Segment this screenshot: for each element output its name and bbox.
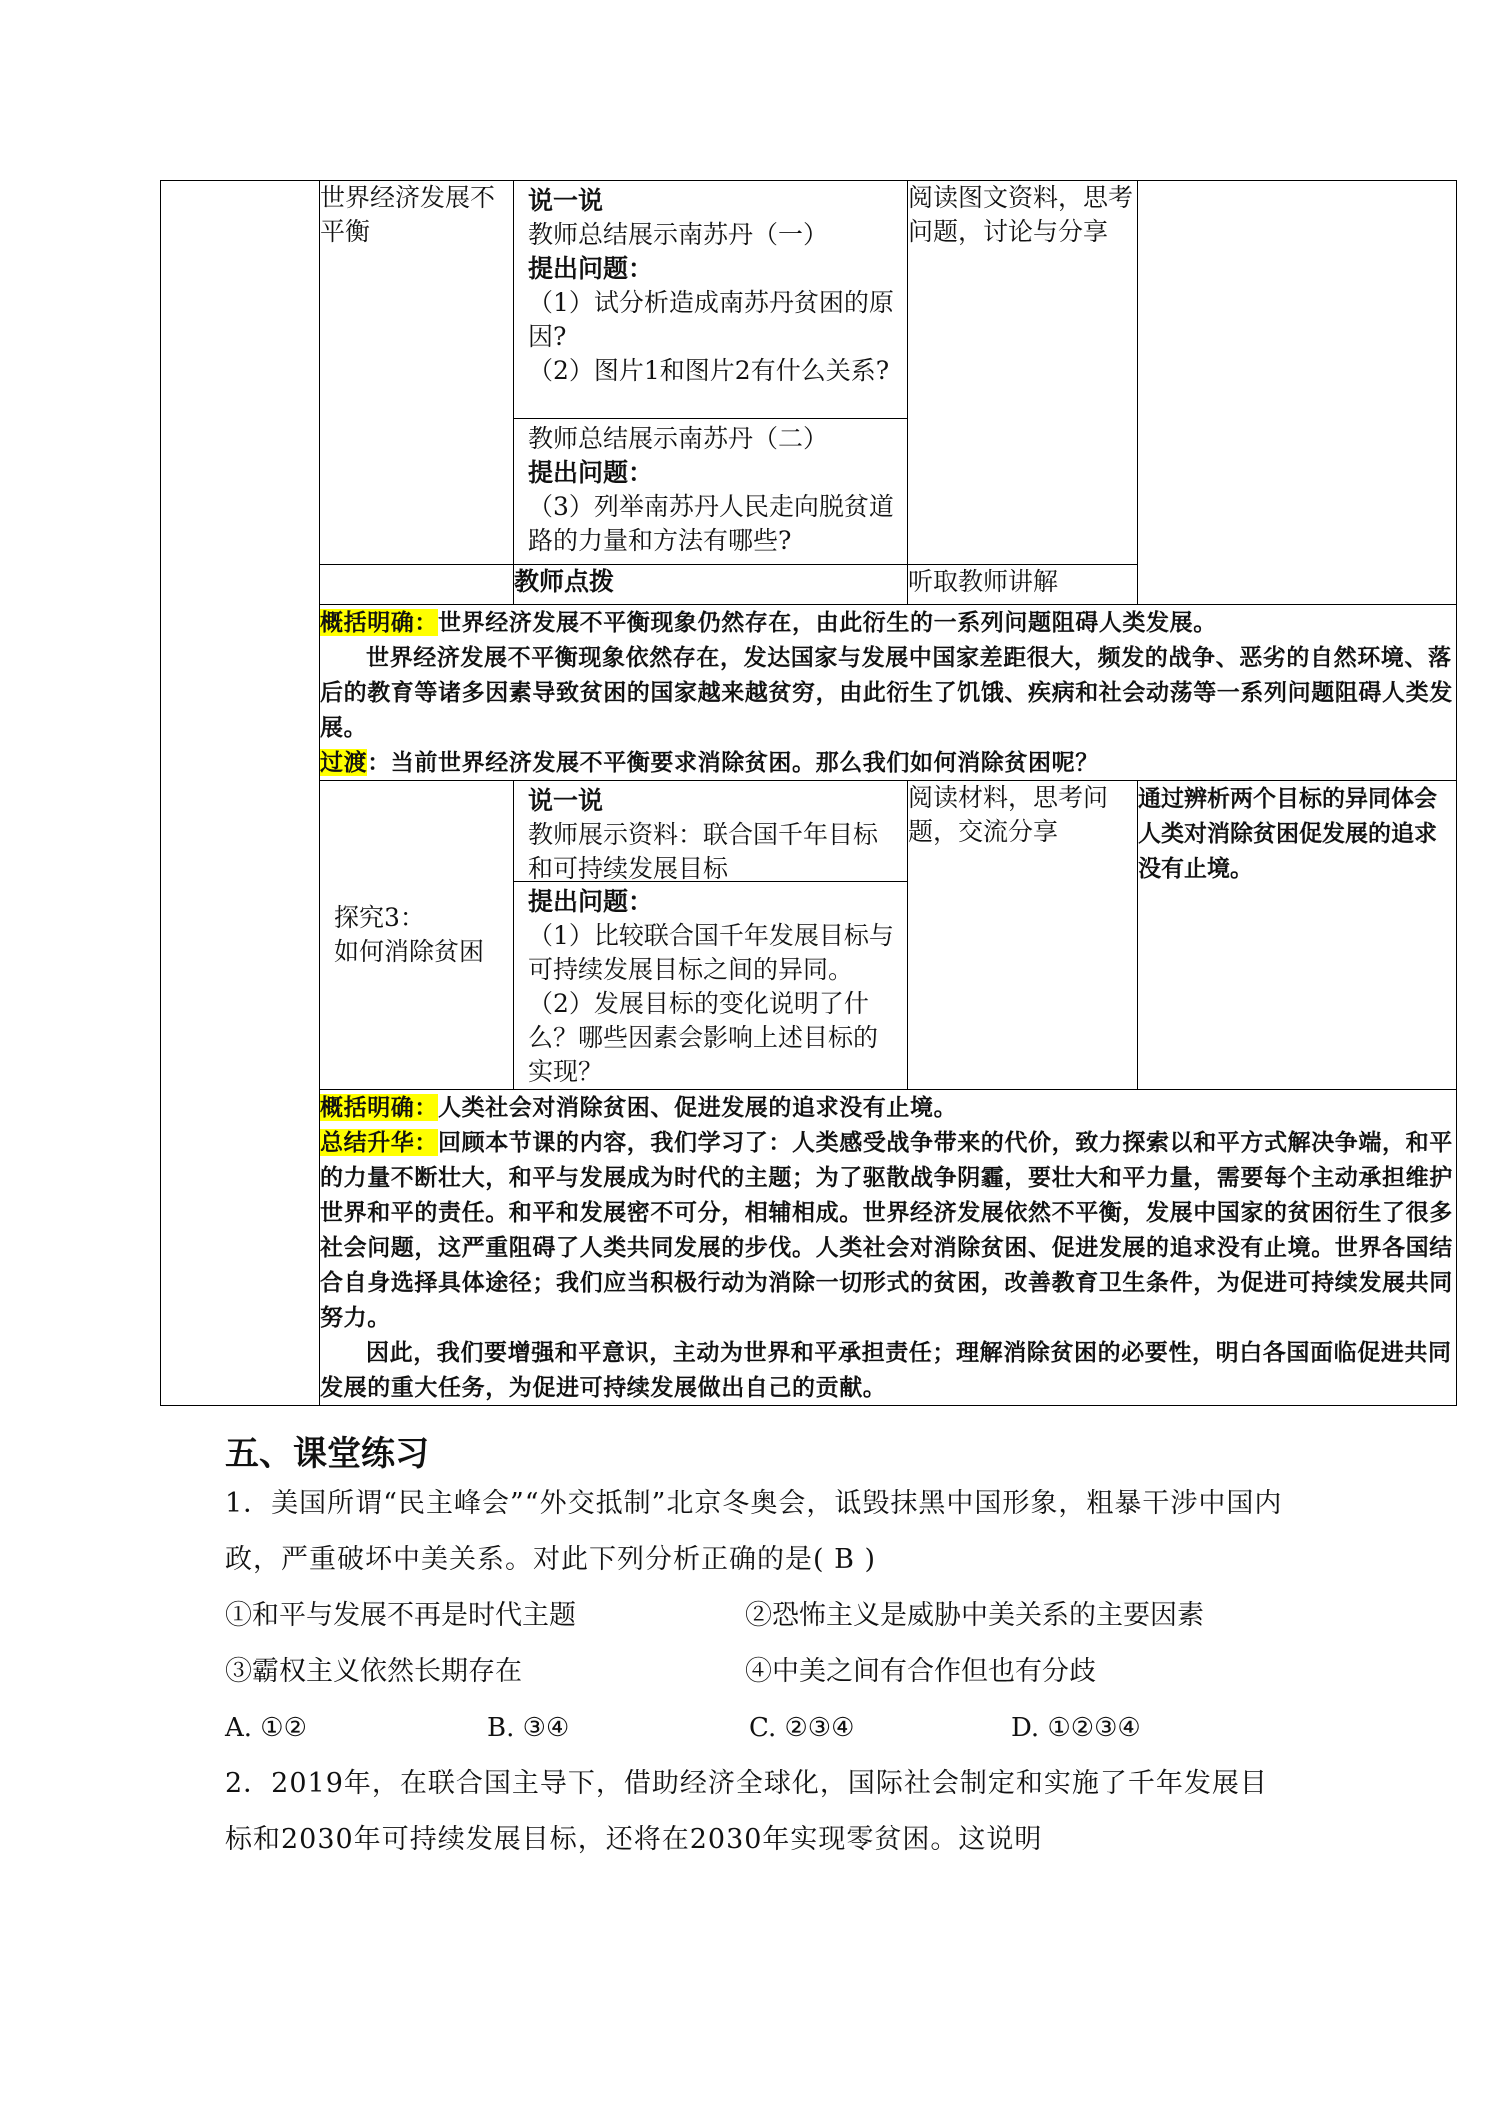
question-2-stem: 2．2019年，在联合国主导下，借助经济全球化，国际社会制定和实施了千年发展目标和2030年可持续发展目标，还将在2030年实现零贫困。这说明: [225, 1768, 1268, 1855]
student-activity-cell: [908, 181, 1138, 565]
summary-cell-1: [320, 605, 1457, 781]
statement-1: ①和平与发展不再是时代主题: [225, 1600, 576, 1631]
teacher-block-3: [514, 781, 907, 881]
student-activity-cell-2: [908, 781, 1138, 1090]
topic-line-1: 探究3：: [334, 903, 425, 932]
conclusion-paragraph: [320, 1125, 1456, 1335]
transition-label: 过渡: [320, 749, 368, 776]
summary-label: 概括明确：: [320, 1094, 438, 1121]
question-label: 提出问题：: [528, 254, 654, 283]
topic-cell-poverty: [320, 781, 514, 1090]
teacher-block-4: [514, 881, 907, 1089]
empty-topic-cell: [320, 565, 514, 605]
topic-line-2: 如何消除贫困: [334, 937, 485, 966]
answer-choices: [225, 1700, 1285, 1756]
question-3: （3）列举南苏丹人民走向脱贫道路的力量和方法有哪些?: [528, 492, 894, 555]
summary-text: 人类社会对消除贫困、促进发展的追求没有止境。: [438, 1094, 958, 1121]
summary-text: 世界经济发展不平衡现象仍然存在，由此衍生的一系列问题阻碍人类发展。: [438, 609, 1217, 636]
teacher-line: 教师总结展示南苏丹（一）: [528, 220, 829, 249]
choice-a: A. ①②: [225, 1713, 307, 1743]
question-2: （2）发展目标的变化说明了什么？哪些因素会影响上述目标的实现？: [528, 989, 879, 1086]
choice-b: B. ③④: [487, 1713, 570, 1743]
question-1: （1）比较联合国千年发展目标与可持续发展目标之间的异同。: [528, 921, 894, 984]
closing-paragraph: 因此，我们要增强和平意识，主动为世界和平承担责任；理解消除贫困的必要性，明白各国面临促进共同发展的重大任务，为促进可持续发展做出自己的贡献。: [320, 1339, 1452, 1401]
student-listen-text: 听取教师讲解: [908, 567, 1059, 596]
statement-3: ③霸权主义依然长期存在: [225, 1656, 522, 1687]
statement-row-1: [225, 1588, 1285, 1644]
statement-row-2: [225, 1644, 1285, 1700]
summary-line: [320, 605, 1456, 640]
question-label: 提出问题：: [528, 887, 654, 916]
student-listen-cell: [908, 565, 1138, 605]
classroom-exercise-section: [225, 1432, 1285, 1868]
activity-heading: 说一说: [528, 786, 604, 815]
conclusion-text: 回顾本节课的内容，我们学习了：人类感受战争带来的代价，致力探索以和平方式解决争端，和平的力量不断壮大，和平与发展成为时代的主题；为了驱散战争阴霾，要壮大和平力量，需要每个主动承担维护世界和平的责任。和平和发展密不可分，相辅相成。世界经济发展依然不平衡，发展中国家的贫困衍生了很多社会问题，这严重阻碍了人类共同发展的步伐。人类社会对消除贫困、促进发展的追求没有止境。世界各国结合自身选择具体途径；我们应当积极行动为消除一切形式的贫困，改善教育卫生条件，为促进可持续发展共同努力。: [320, 1129, 1453, 1331]
lesson-plan-table: [160, 180, 1457, 1406]
teacher-block-2: [514, 418, 907, 558]
design-intent-text: 通过辨析两个目标的异同体会人类对消除贫困促发展的追求没有止境。: [1138, 785, 1437, 882]
topic-text: 世界经济发展不平衡: [320, 183, 496, 246]
teacher-block-1: [514, 181, 907, 418]
question-2: （2）图片1和图片2有什么关系?: [528, 356, 890, 385]
summary-cell-2: [320, 1090, 1457, 1406]
topic-cell-imbalance: [320, 181, 514, 565]
summary-line: [320, 1090, 1456, 1125]
teacher-activity-cell: [514, 181, 908, 565]
choice-d: D. ①②③④: [1011, 1713, 1141, 1743]
student-activity-text: 阅读材料，思考问题，交流分享: [908, 783, 1109, 846]
teacher-guide-cell: [514, 565, 908, 605]
question-1-stem: 1．美国所谓“民主峰会”“外交抵制”北京冬奥会，诋毁抹黑中国形象，粗暴干涉中国内政，严重破坏中美关系。对此下列分析正确的是( B ): [225, 1488, 1283, 1575]
student-activity-text: 阅读图文资料，思考问题，讨论与分享: [908, 183, 1134, 246]
question-1: （1）试分析造成南苏丹贫困的原因?: [528, 288, 894, 351]
design-intent-cell-2: [1138, 781, 1457, 1090]
transition-text: ：当前世界经济发展不平衡要求消除贫困。那么我们如何消除贫困呢？: [367, 749, 1099, 776]
teacher-line: 教师展示资料：联合国千年目标和可持续发展目标: [528, 820, 879, 883]
activity-heading: 说一说: [528, 186, 604, 215]
statement-2: ②恐怖主义是威胁中美关系的主要因素: [745, 1600, 1204, 1631]
transition-line: [320, 745, 1456, 780]
summary-paragraph: 世界经济发展不平衡现象依然存在，发达国家与发展中国家差距很大，频发的战争、恶劣的自然环境、落后的教育等诸多因素导致贫困的国家越来越贫穷，由此衍生了饥饿、疾病和社会动荡等一系列问题阻碍人类发展。: [320, 644, 1453, 741]
statement-4: ④中美之间有合作但也有分歧: [745, 1656, 1096, 1687]
teacher-activity-cell-2: [514, 781, 908, 1090]
stage-column-cell: [161, 181, 320, 1406]
choice-c: C. ②③④: [749, 1713, 855, 1743]
teacher-guide-text: 教师点拨: [514, 567, 615, 596]
question-label: 提出问题：: [528, 458, 654, 487]
conclusion-label: 总结升华：: [320, 1129, 438, 1156]
section-title: 五、课堂练习: [225, 1434, 429, 1474]
summary-label: 概括明确：: [320, 609, 438, 636]
teacher-line: 教师总结展示南苏丹（二）: [528, 424, 829, 453]
design-intent-cell: [1138, 181, 1457, 605]
